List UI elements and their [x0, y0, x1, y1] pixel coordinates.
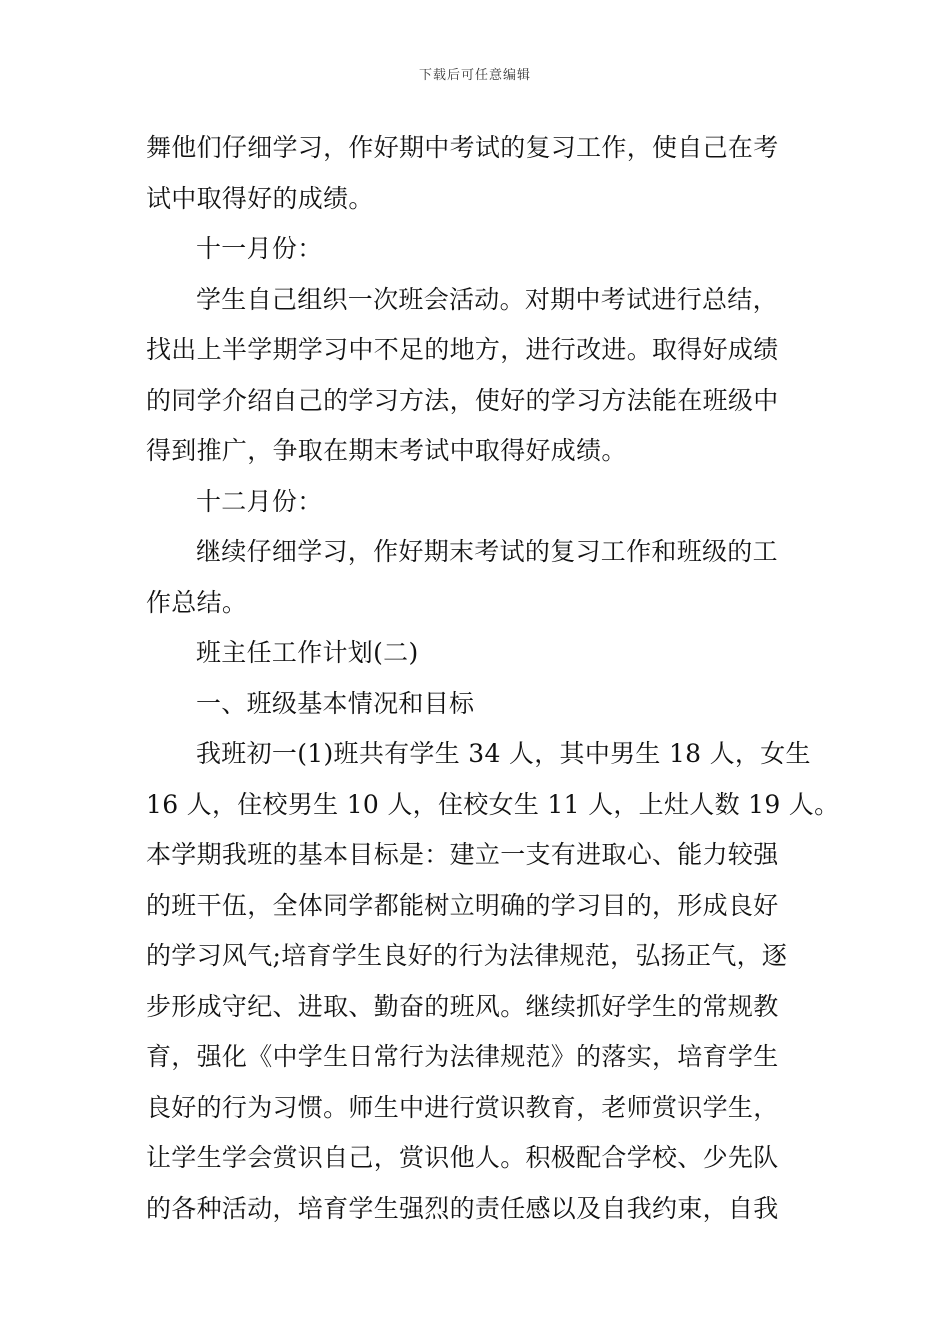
text-line: 育，强化《中学生日常行为法律规范》的落实，培育学生 [146, 1042, 779, 1071]
text-line: 让学生学会赏识自己，赏识他人。积极配合学校、少先队 [146, 1143, 779, 1172]
document-title: 班主任工作计划(二) [196, 638, 419, 667]
text-line: 的班干伍，全体同学都能树立明确的学习目的，形成良好 [146, 890, 779, 920]
page-header: 下载后可任意编辑 [418, 68, 531, 83]
section-heading: 十一月份： [196, 234, 323, 263]
text-line: 步形成守纪、进取、勤奋的班风。继续抓好学生的常规教 [146, 991, 779, 1021]
text-line: 得到推广，争取在期末考试中取得好成绩。 [146, 436, 627, 465]
text-line: 试中取得好的成绩。 [146, 183, 374, 213]
text-line: 良好的行为习惯。师生中进行赏识教育，老师赏识学生， [146, 1092, 779, 1122]
section-heading: 一、班级基本情况和目标 [196, 688, 475, 718]
text-line: 的同学介绍自己的学习方法，使好的学习方法能在班级中 [146, 385, 779, 415]
text-line: 舞他们仔细学习，作好期中考试的复习工作，使自己在考 [146, 133, 779, 162]
text-line: 学生自己组织一次班会活动。对期中考试进行总结， [196, 284, 778, 314]
text-line: 的学习风气;培育学生良好的行为法律规范，弘扬正气，逐 [146, 941, 788, 970]
text-line: 我班初一(1)班共有学生 34 人，其中男生 18 人，女生 [196, 739, 811, 768]
text-line: 16 人，住校男生 10 人，住校女生 11 人，上灶人数 19 人。 [146, 789, 840, 819]
text-line: 的各种活动，培育学生强烈的责任感以及自我约束，自我 [146, 1193, 779, 1223]
text-line: 作总结。 [146, 587, 248, 617]
text-line: 找出上半学期学习中不足的地方，进行改进。取得好成绩 [146, 335, 779, 364]
text-line: 继续仔细学习，作好期末考试的复习工作和班级的工 [196, 537, 778, 566]
text-line: 本学期我班的基本目标是：建立一支有进取心、能力较强 [146, 840, 779, 869]
section-heading: 十二月份： [196, 486, 323, 516]
document-body [146, 123, 840, 1234]
